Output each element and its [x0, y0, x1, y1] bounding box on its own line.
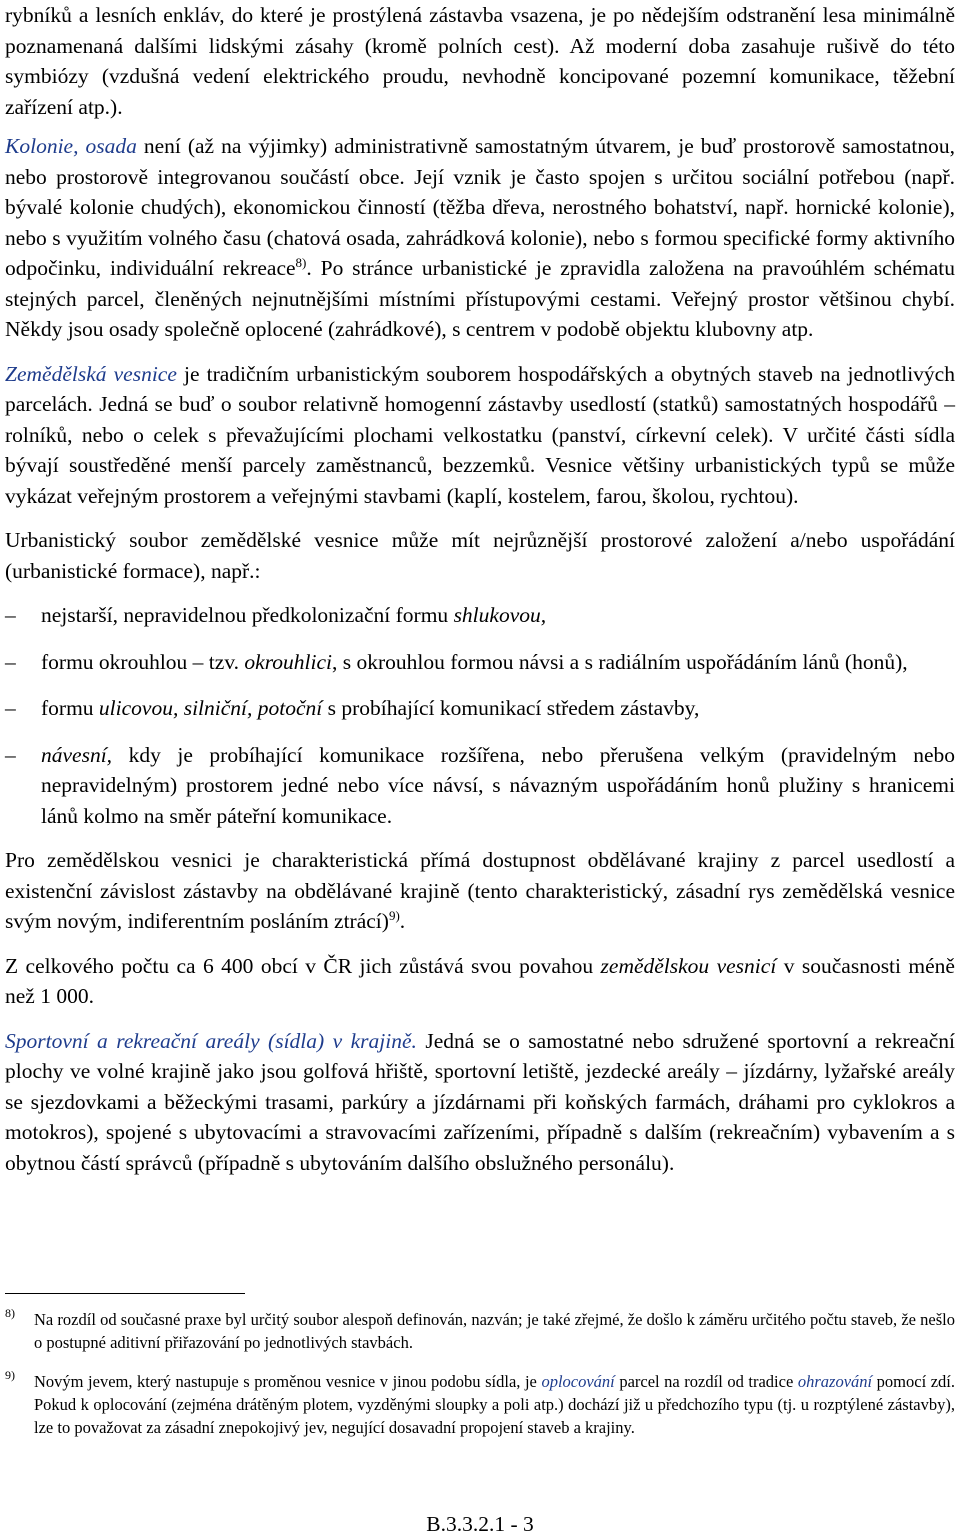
- footnote-mark: 9): [5, 1368, 15, 1382]
- paragraph-landscape: rybníků a lesních enkláv, do které je prostýlená zástavba vsazena, je po nědejším odstranění lesa minimálně poznamenaná dalšími lidskými zásahy (kromě polních cest). Až moderní doba zasahuje rušivě do této symbiózy (vzdušná vedení elektrického proudu, nevhodně koncipované pozemní komunikace, těžební zařízení atp.).: [5, 3, 955, 119]
- term-walling: ohrazování: [797, 1372, 873, 1391]
- term-agricultural-village-italic: zemědělskou vesnicí: [600, 953, 777, 978]
- paragraph-sports-areas: Sportovní a rekreační areály (sídla) v krajině. Jedná se o samostatné nebo sdružené sportovní a rekreační plochy ve volné krajině jako jsou golfová hřiště, sportovní letiště, jezdecké areály – jízdárny, lyžařské areály se sjezdovkami a běžeckými trasami, parkúry a jízdárnami při koňských farmách, dráhami pro cyklokros a motokros), spojené s ubytovacími a stravovacími zařízeními, případně s dalším (rekreačním) vybavením a s obytnou částí správců (případně s ubytováním dalšího obslužného personálu).: [5, 1028, 955, 1175]
- document-body: [5, 0, 955, 1178]
- paragraph-colony: Kolonie, osada není (až na výjimky) administrativně samostatným útvarem, je buď prostorově samostatnou, nebo prostorově integrovanou součástí obce. Její vznik je často spojen s určitou sociální potřebou (např. bývalé kolonie chudých), ekonomickou činností (těžba dřeva, nerostného bohatství, např. hornické kolonie), nebo s využitím volného času (chatová osada, zahrádková kolonie), nebo s formou specifické formy aktivního odpočinku, individuální rekreace$^{8)}$. Po stránce urbanistické je zpravidla založena na pravoúhlém schématu stejných parcel, členěných nejnutnějšími místními přístupovými cestami. Veřejný prostor většinou chybí. Někdy jsou osady společně oplocené (zahrádkové), s centrem v podobě objektu klubovny atp.: [5, 134, 955, 341]
- paragraph-statistics: Z celkového počtu ca 6 400 obcí v ČR jich zůstává svou povahou zemědělskou vesnicí v současnosti méně než 1 000.: [5, 953, 955, 1008]
- paragraph-agricultural-village: Zemědělská vesnice je tradičním urbanistickým souborem hospodářských a obytných staveb na jednotlivých parcelách. Jedná se buď o soubor relativně homogenní zástavby usedlostí (statků) samostatných hospodářů – rolníků, nebo o celek s převažujícími plochami velkostatku (panství, církevní celek). V určité části sídla bývají soustředěné menší parcely zaměstnanců, bezzemků. Vesnice většiny urbanistických typů se může vykázat veřejným prostorem a veřejnými stavbami (kaplí, kostelem, farou, školou, rychtou).: [5, 361, 955, 508]
- footnote-ref-9[interactable]: 9): [388, 907, 400, 923]
- term-round-village: okrouhlici: [244, 649, 332, 674]
- page-number: B.3.3.2.1 - 3: [426, 1512, 534, 1536]
- term-green-village: návesní,: [41, 742, 113, 767]
- paragraph-landscape-access: Pro zemědělskou vesnici je charakteristická přímá dostupnost obdělávané krajiny z parcel usedlostí a existenční závislost zástavby na obdělávané krajině (tento charakteristický, zásadní rys zemědělská vesnice svým novým, indiferentním posláním ztrácí)$^{9)}$.: [5, 848, 955, 933]
- footnote-separator: [5, 1293, 245, 1294]
- paragraph-urban-formations: Urbanistický soubor zemědělské vesnice může mít nejrůznější prostorové založení a/nebo uspořádání (urbanistické formace), např.:: [5, 528, 955, 583]
- term-agricultural-village: Zemědělská vesnice: [5, 361, 177, 386]
- term-street-village: ulicovou, silniční, potoční: [98, 696, 323, 720]
- dash-bullet: –: [5, 696, 16, 720]
- list-item: – formu okrouhlou – tzv. okrouhlici, s okrouhlou formou návsi a s radiálním uspořádáním lánů (honů),: [5, 647, 955, 678]
- term-cluster: shlukovou,: [453, 603, 547, 627]
- dash-bullet: –: [5, 649, 16, 674]
- formation-list: [5, 600, 955, 831]
- footnotes: [5, 1308, 955, 1455]
- footnote-mark: 8): [5, 1306, 15, 1320]
- term-sports-areas: Sportovní a rekreační areály (sídla) v krajině.: [5, 1028, 417, 1053]
- footnote-9: 9) Novým jevem, který nastupuje s proměnou vesnice v jinou podobu sídla, je oplocování parcel na rozdíl od tradice ohrazování pomocí zdí. Pokud k oplocování (zejména drátěným plotem, vyzděnými sloupky a poli atp.) dochází již u předchozího typu (tj. u rozptýlené zástavby), lze to považovat za zásadní znepokojivý jev, negující dosavadní propojení staveb a krajiny.: [5, 1370, 955, 1439]
- term-fencing: oplocování: [541, 1372, 615, 1391]
- list-item: – návesní, kdy je probíhající komunikace rozšířena, nebo přerušena velkým (pravidelným nebo nepravidelným) prostorem jedné nebo více návsí, s návazným uspořádáním honů plužiny s hranicemi lánů kolmo na směr páteřní komunikace.: [5, 740, 955, 832]
- term-colony: Kolonie, osada: [5, 134, 137, 158]
- dash-bullet: –: [5, 603, 16, 627]
- list-item: – formu ulicovou, silniční, potoční s probíhající komunikací středem zástavby,: [5, 693, 955, 724]
- footnote-ref-8[interactable]: 8): [295, 254, 307, 270]
- dash-bullet: –: [5, 742, 16, 767]
- list-item: – nejstarší, nepravidelnou předkolonizační formu shlukovou,: [5, 600, 955, 631]
- footnote-8: 8) Na rozdíl od současné praxe byl určitý soubor alespoň definován, nazván; je také zřejmé, že došlo k záměru určitého počtu staveb, že nešlo o postupné aditivní přiřazování po jednotlivých stavbách.: [5, 1308, 955, 1354]
